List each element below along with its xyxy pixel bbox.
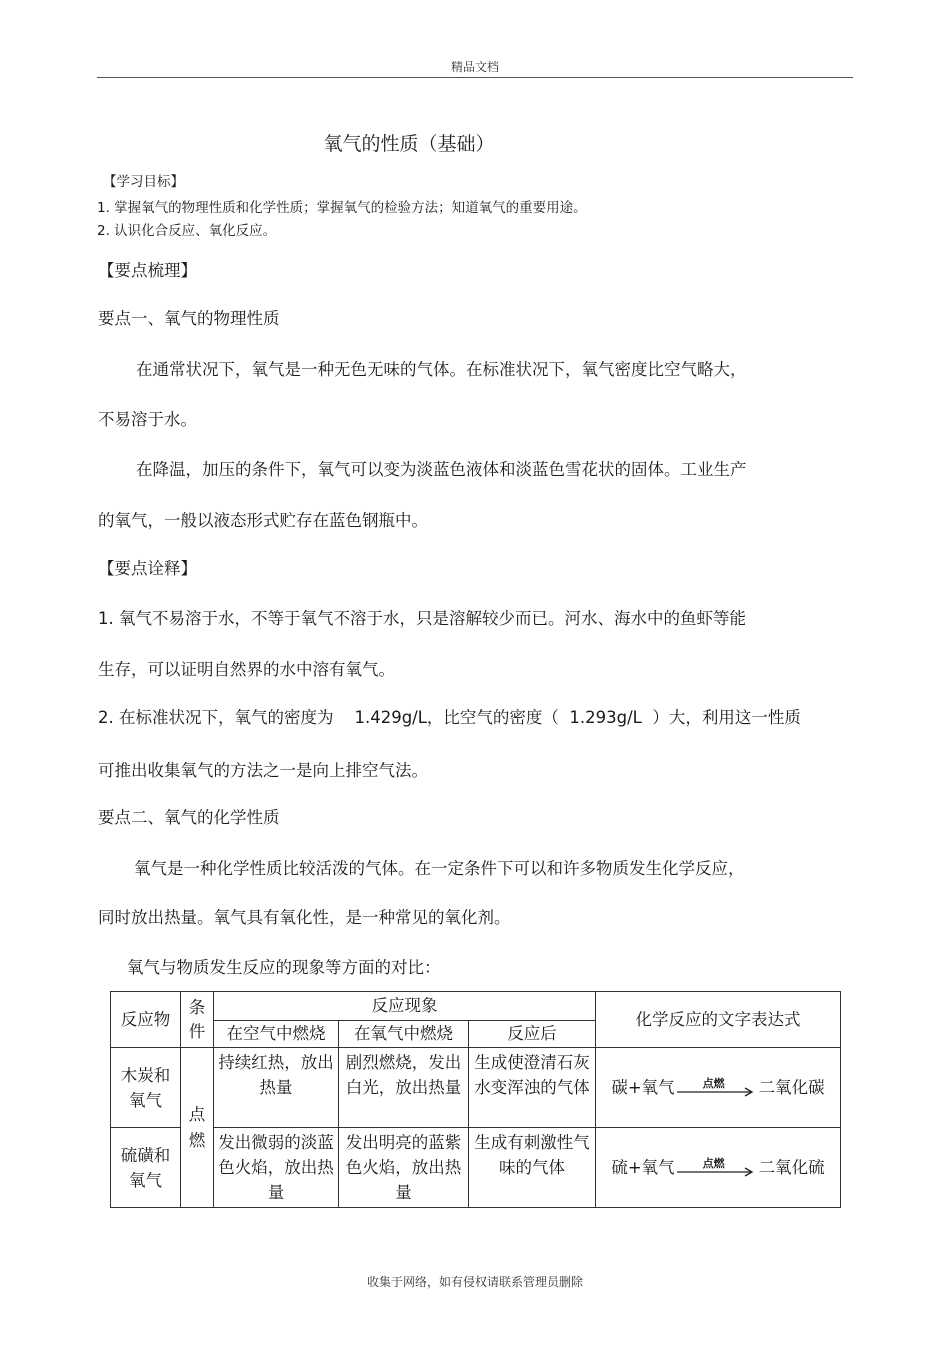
table-intro: 氧气与物质发生反应的现象等方面的对比：	[127, 958, 441, 977]
equation-arrow	[677, 1077, 757, 1099]
point1-paragraph1-line2: 不易溶于水。	[98, 410, 197, 429]
explain-item2-line2: 可推出收集氧气的方法之一是向上排空气法。	[98, 761, 428, 780]
page-header: 精品文档	[450, 60, 499, 74]
header-rule	[97, 77, 853, 78]
objective-item-2: 2. 认识化合反应、氧化反应。	[97, 223, 277, 239]
document-title: 氧气的性质（基础）	[323, 133, 495, 155]
reactant-cell: 木炭和氧气	[111, 1048, 181, 1128]
summary-heading: 【要点梳理】	[98, 261, 197, 280]
equation-right: 二氧化硫	[758, 1158, 825, 1177]
header-burn-in-oxygen: 在氧气中燃烧	[339, 1021, 469, 1048]
right-arrow-icon	[677, 1167, 757, 1177]
equation-condition: 点燃	[702, 1156, 725, 1170]
equation-cell	[596, 1128, 841, 1208]
burn-in-air-cell: 持续红热，放出热量	[214, 1048, 339, 1128]
explain-item2-line1: 2. 在标准状况下，氧气的密度为 1.429g/L，比空气的密度（ 1.293g/L ）大，利用这一性质	[98, 708, 801, 727]
header-burn-in-air: 在空气中燃烧	[214, 1021, 339, 1048]
objectives-heading: 【学习目标】	[103, 174, 184, 190]
explain-item1-line1: 1. 氧气不易溶于水，不等于氧气不溶于水，只是溶解较少而已。河水、海水中的鱼虾等能	[98, 609, 746, 628]
explain-item1-line2: 生存，可以证明自然界的水中溶有氧气。	[98, 660, 395, 679]
point2-paragraph-line2: 同时放出热量。氧气具有氧化性，是一种常见的氧化剂。	[98, 908, 511, 927]
equation-left: 硫+氧气	[611, 1158, 675, 1177]
header-after-reaction: 反应后	[469, 1021, 596, 1048]
right-arrow-icon	[677, 1087, 757, 1097]
page-footer: 收集于网络，如有侵权请联系管理员删除	[366, 1275, 583, 1289]
header-phenomena: 反应现象	[214, 992, 596, 1021]
point1-paragraph2-line1: 在降温，加压的条件下，氧气可以变为淡蓝色液体和淡蓝色雪花状的固体。工业生产	[136, 460, 747, 479]
after-reaction-cell: 生成有刺激性气味的气体	[469, 1128, 596, 1208]
point2-heading: 要点二、氧气的化学性质	[98, 808, 280, 827]
point1-heading: 要点一、氧气的物理性质	[98, 309, 280, 328]
burn-in-oxygen-cell: 发出明亮的蓝紫色火焰，放出热量	[339, 1128, 469, 1208]
explain-heading: 【要点诠释】	[98, 559, 197, 578]
equation-cell	[596, 1048, 841, 1128]
header-condition: 条件	[181, 992, 214, 1048]
header-equation: 化学反应的文字表达式	[596, 992, 841, 1048]
condition-cell: 点燃	[181, 1048, 214, 1208]
after-reaction-cell: 生成使澄清石灰水变浑浊的气体	[469, 1048, 596, 1128]
equation-left: 碳+氧气	[611, 1078, 675, 1097]
point1-paragraph2-line2: 的氧气，一般以液态形式贮存在蓝色钢瓶中。	[98, 511, 428, 530]
equation-arrow	[677, 1157, 757, 1179]
reactant-cell: 硫磺和氧气	[111, 1128, 181, 1208]
objective-item-1: 1. 掌握氧气的物理性质和化学性质；掌握氧气的检验方法；知道氧气的重要用途。	[97, 200, 587, 216]
burn-in-air-cell: 发出微弱的淡蓝色火焰，放出热量	[214, 1128, 339, 1208]
point2-paragraph-line1: 氧气是一种化学性质比较活泼的气体。在一定条件下可以和许多物质发生化学反应，	[134, 859, 745, 878]
header-reactant: 反应物	[111, 992, 181, 1048]
equation-condition: 点燃	[702, 1076, 725, 1090]
equation-right: 二氧化碳	[758, 1078, 825, 1097]
burn-in-oxygen-cell: 剧烈燃烧，发出白光，放出热量	[339, 1048, 469, 1128]
reaction-comparison-table	[110, 991, 841, 1208]
point1-paragraph1-line1: 在通常状况下，氧气是一种无色无味的气体。在标准状况下，氧气密度比空气略大，	[136, 360, 747, 379]
